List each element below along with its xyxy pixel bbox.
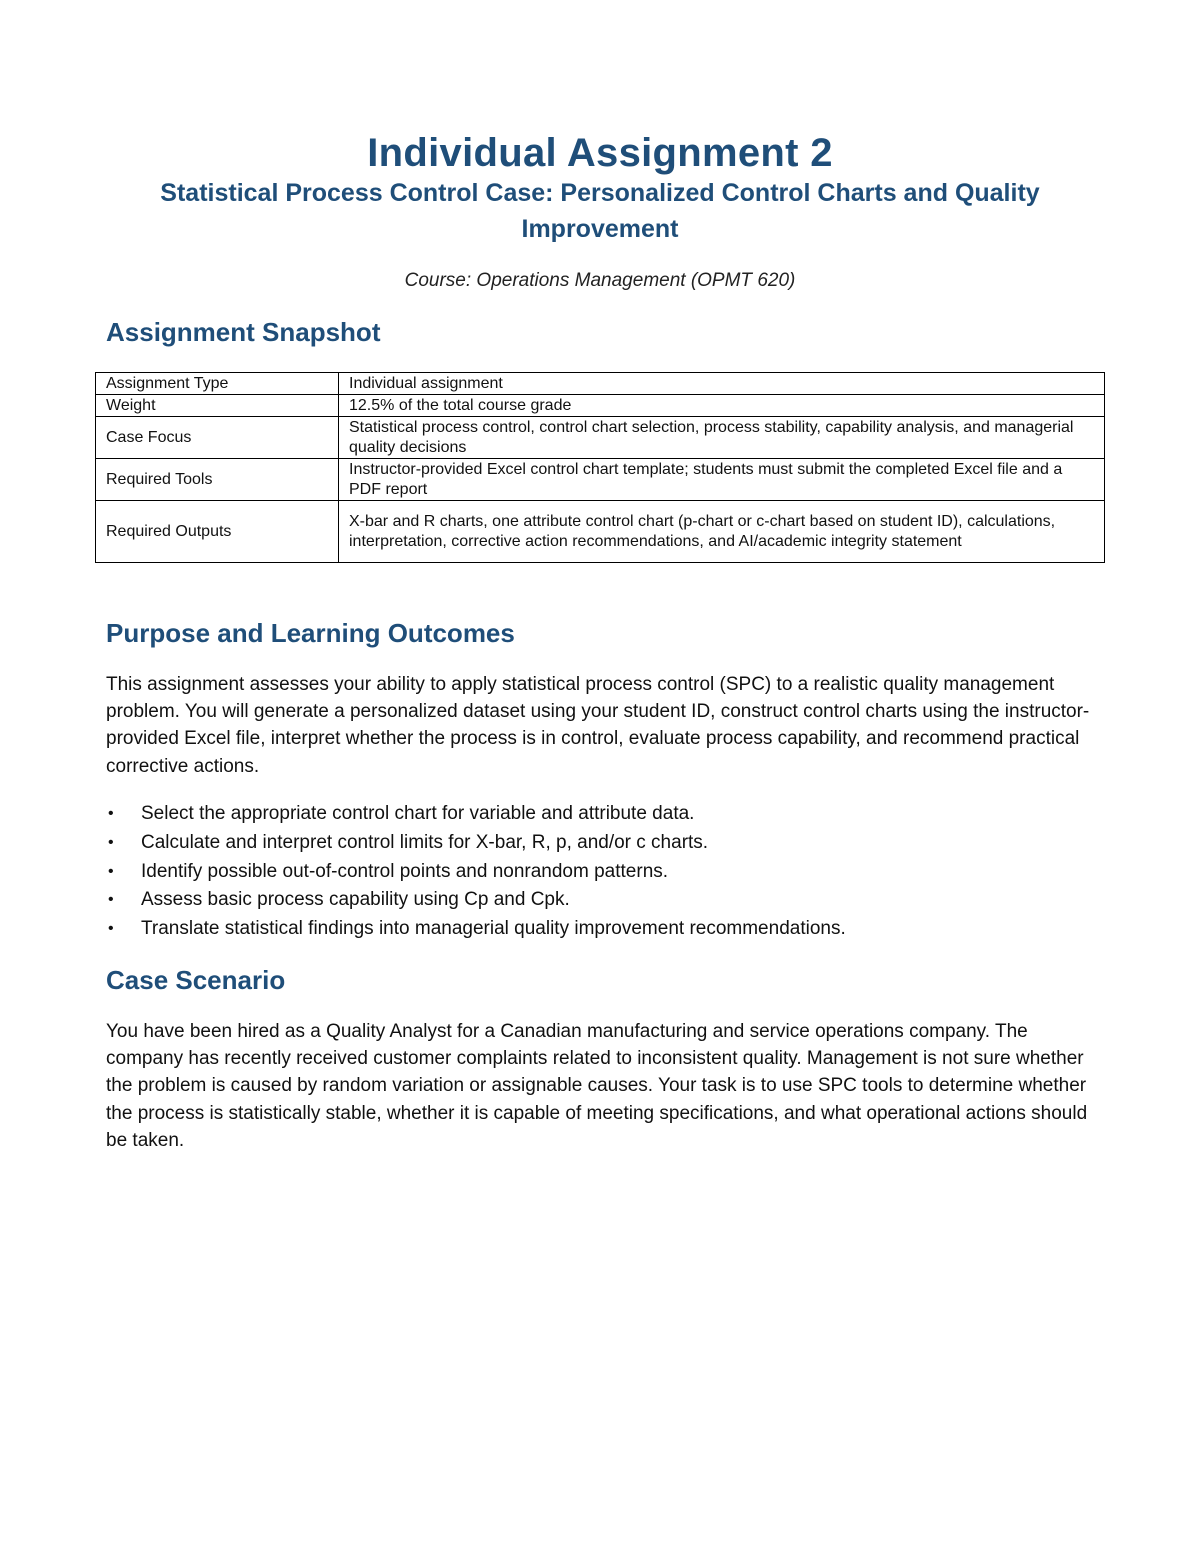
table-label-cell: Case Focus (96, 417, 339, 459)
table-label-cell: Required Outputs (96, 501, 339, 563)
list-item-text: Translate statistical findings into managerial quality improvement recommendations. (141, 918, 846, 940)
snapshot-table (95, 372, 1105, 563)
document-subtitle: Statistical Process Control Case: Personalized Control Charts and Quality Improvement (160, 179, 1040, 243)
table-value-cell: Instructor-provided Excel control chart template; students must submit the completed Excel file and a PDF report (339, 459, 1105, 501)
learning-outcomes-list (106, 800, 1096, 944)
case-scenario-heading: Case Scenario (106, 965, 286, 995)
table-row (96, 501, 1105, 563)
bullet-icon: • (108, 891, 114, 909)
table-value-cell: 12.5% of the total course grade (339, 395, 1105, 417)
table-value-cell: Individual assignment (339, 373, 1105, 395)
table-label-cell: Required Tools (96, 459, 339, 501)
list-item (106, 858, 1096, 887)
table-row (96, 395, 1105, 417)
bullet-icon: • (108, 833, 114, 851)
document-title: Individual Assignment 2 (367, 130, 833, 175)
list-item-text: Assess basic process capability using Cp and Cpk. (141, 889, 570, 911)
bullet-icon: • (108, 805, 114, 822)
purpose-heading: Purpose and Learning Outcomes (106, 618, 515, 648)
list-item (106, 829, 1096, 858)
list-item-text: Identify possible out-of-control points and nonrandom patterns. (141, 860, 669, 882)
purpose-paragraph: This assignment assesses your ability to apply statistical process control (SPC) to a realistic quality management problem. You will generate a personalized dataset using your student ID, construct control charts using the instructor-provided Excel file, interpret whether the process is in control, evaluate process capability, and recommend practical corrective actions. (106, 674, 1090, 777)
snapshot-heading: Assignment Snapshot (106, 317, 381, 347)
table-row (96, 373, 1105, 395)
list-item (106, 800, 1096, 829)
list-item-text: Calculate and interpret control limits for X-bar, R, p, and/or c charts. (141, 831, 709, 853)
bullet-icon: • (108, 862, 114, 880)
table-row (96, 417, 1105, 459)
table-value-cell: X-bar and R charts, one attribute control chart (p-chart or c-chart based on student ID), calculations, interpretation, corrective action recommendations, and AI/academic integrity statement (339, 501, 1105, 563)
table-value-cell: Statistical process control, control chart selection, process stability, capability analysis, and managerial quality decisions (339, 417, 1105, 459)
table-row (96, 459, 1105, 501)
course-name: Course: Operations Management (OPMT 620) (404, 270, 796, 291)
table-label-cell: Weight (96, 395, 339, 417)
list-item-text: Select the appropriate control chart for variable and attribute data. (141, 803, 695, 824)
table-label-cell: Assignment Type (96, 373, 339, 395)
list-item (106, 915, 1096, 944)
bullet-icon: • (108, 920, 114, 938)
case-scenario-paragraph: You have been hired as a Quality Analyst for a Canadian manufacturing and service operations company. The company has recently received customer complaints related to inconsistent quality. Management is not sure whether the problem is caused by random variation or assignable causes. Your task is to use SPC tools to determine whether the process is statistically stable, whether it is capable of meeting specifications, and what operational actions should be taken. (106, 1021, 1088, 1151)
list-item (106, 886, 1096, 915)
